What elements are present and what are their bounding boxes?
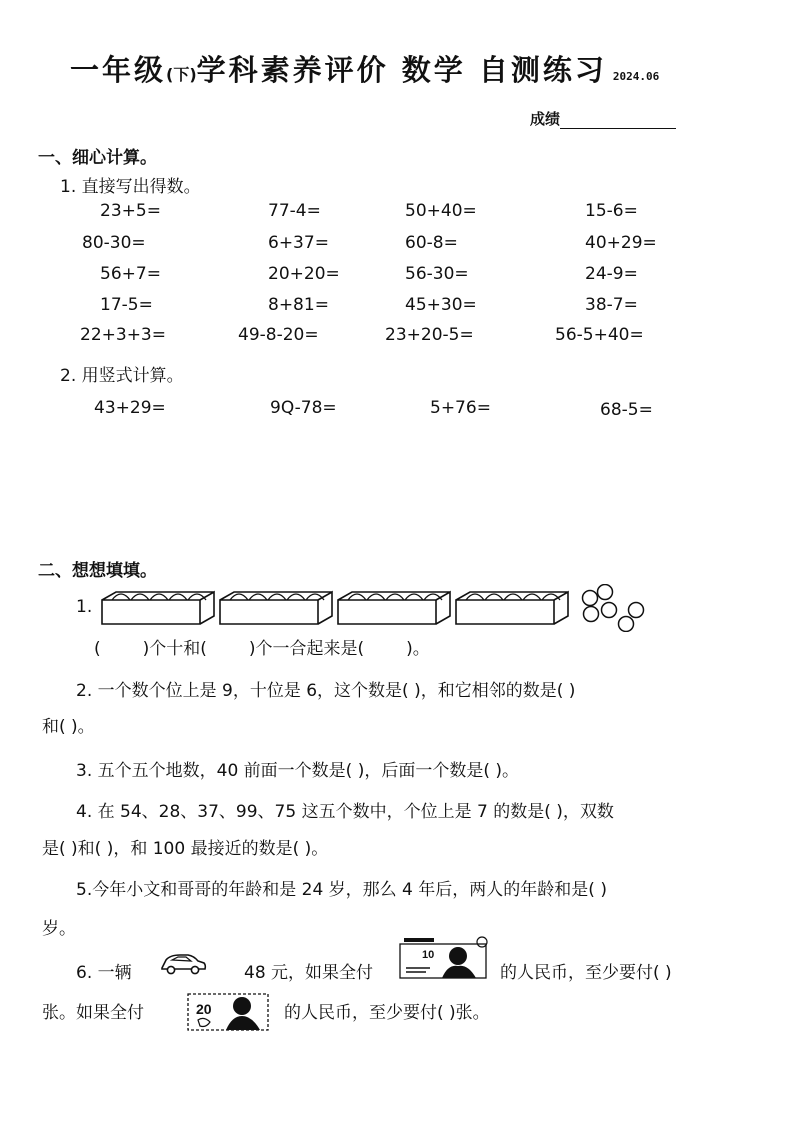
calc-item: 23+5=: [100, 201, 161, 221]
s2-q2-line2: 和( )。: [42, 717, 95, 737]
s2-q1-number: 1.: [76, 597, 93, 617]
calc-item: 22+3+3=: [80, 325, 166, 345]
ten-yuan-banknote-icon: [396, 932, 492, 982]
vertical-calc-item: 43+29=: [94, 398, 166, 418]
vertical-calc-item: 5+76=: [430, 398, 491, 418]
q2-title: 2. 用竖式计算。: [60, 366, 184, 386]
score-label: 成绩: [530, 110, 561, 128]
loose-balls: [583, 585, 644, 632]
ten-block-tray: [338, 592, 450, 624]
score-field[interactable]: [530, 108, 676, 129]
calc-item: 8+81=: [268, 295, 329, 315]
calc-item: 40+29=: [585, 233, 657, 253]
title-rest: 学科素养评价 数学 自测练习: [196, 53, 607, 87]
calc-item: 17-5=: [100, 295, 153, 315]
s2-q6-line2-end: 的人民币，至少要付( )张。: [284, 1003, 490, 1023]
s2-q3-line1: 3. 五个五个地数，40 前面一个数是( )，后面一个数是( )。: [76, 761, 519, 781]
title-date: 2024.06: [612, 70, 660, 83]
s2-q5-line1: 5.今年小文和哥哥的年龄和是 24 岁，那么 4 年后，两人的年龄和是( ): [76, 880, 607, 900]
calc-item: 56-5+40=: [555, 325, 644, 345]
s2-q4-line2: 是( )和( )，和 100 最接近的数是( )。: [42, 839, 329, 859]
s2-q6-line2-start: 张。如果全付: [42, 1003, 144, 1023]
s2-q2-line1: 2. 一个数个位上是 9，十位是 6，这个数是( )，和它相邻的数是( ): [76, 681, 576, 701]
calc-item: 23+20-5=: [385, 325, 474, 345]
calc-item: 80-30=: [82, 233, 146, 253]
calc-item: 56-30=: [405, 264, 469, 284]
s2-q6-price: 48 元，如果全付: [244, 963, 374, 983]
s2-q1-text: ( )个十和( )个一合起来是( )。: [94, 639, 430, 659]
banknote-value: 20: [196, 1001, 212, 1017]
vertical-calc-item: 68-5=: [600, 400, 653, 420]
s2-q5-line2: 岁。: [42, 919, 76, 939]
section1-heading: 一、细心计算。: [38, 148, 157, 168]
ten-block-tray: [102, 592, 214, 624]
score-blank-line[interactable]: [560, 114, 676, 129]
s2-q4-line1: 4. 在 54、28、37、99、75 这五个数中，个位上是 7 的数是( )，双数: [76, 802, 614, 822]
q1-title: 1. 直接写出得数。: [60, 177, 201, 197]
calc-item: 15-6=: [585, 201, 638, 221]
counting-blocks-illustration: [100, 584, 660, 632]
vertical-calc-item: 9Q-78=: [270, 398, 337, 418]
calc-item: 60-8=: [405, 233, 458, 253]
twenty-yuan-banknote-icon: [184, 986, 274, 1034]
calc-item: 6+37=: [268, 233, 329, 253]
calc-item: 49-8-20=: [238, 325, 319, 345]
title-grade: 一年级: [70, 53, 167, 87]
s2-q6-start: 6. 一辆: [76, 963, 132, 983]
ten-block-tray: [456, 592, 568, 624]
calc-item: 56+7=: [100, 264, 161, 284]
page-title: [70, 48, 659, 89]
banknote-value: 10: [422, 949, 435, 961]
calc-item: 45+30=: [405, 295, 477, 315]
calc-item: 38-7=: [585, 295, 638, 315]
calc-item: 77-4=: [268, 201, 321, 221]
section2-heading: 二、想想填填。: [38, 561, 157, 581]
title-semester: (下): [166, 65, 197, 84]
s2-q6-end: 的人民币，至少要付( ): [500, 963, 672, 983]
toy-car-icon: [158, 950, 208, 976]
ten-block-tray: [220, 592, 332, 624]
calc-item: 24-9=: [585, 264, 638, 284]
calc-item: 50+40=: [405, 201, 477, 221]
calc-item: 20+20=: [268, 264, 340, 284]
